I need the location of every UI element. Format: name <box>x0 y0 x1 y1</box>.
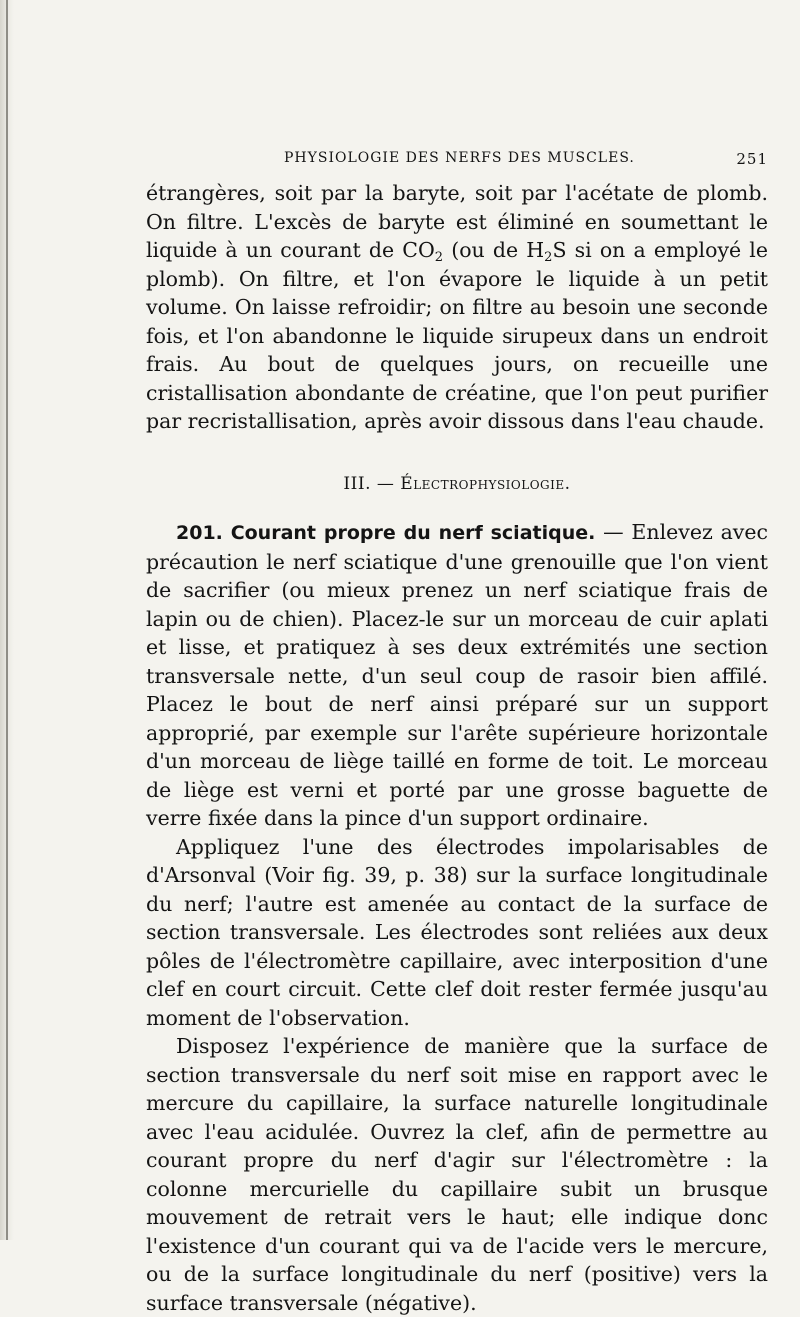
subscript: 2 <box>434 250 444 265</box>
intro-end: S si on a employé le plomb). On filtre, et l'on évapore le liquide à un petit volume. On laisse refroidir; on filtre au besoin une seconde fois, et l'on abandonne le liquide sirupeux dans un endroit frais. Au bout de quelques jours, on recueille une cristallisation abondante de créatine, que l'on peut purifier par recristallisation, après avoir dissous dans l'eau chaude. <box>146 238 768 433</box>
intro-text: étrangères, soit par la baryte, soit par l'acétate de plomb. On filtre. L'excès de baryte est éliminé en soumettant le liquide à un courant de CO <box>146 181 768 262</box>
paragraph-experiment: Disposez l'expérience de manière que la surface de section transversale du nerf soit mise en rapport avec le mercure du capillaire, la surface naturelle longitudinale avec l'eau acidulée. Ouvrez la clef, afin de permettre au courant propre du nerf d'agir sur l'électromètre : la colonne mercurielle du capillaire subit un brusque mouvement de retrait vers le haut; elle indique donc l'existence d'un courant qui va de l'acide vers le mercure, ou de la surface longitudinale du nerf (positive) vers la surface transversale (négative). <box>146 1034 768 1315</box>
page-body <box>146 179 768 1317</box>
section-numeral: III. — <box>343 473 395 494</box>
section-heading <box>146 470 768 499</box>
page-number: 251 <box>736 150 768 168</box>
article-title: Courant propre du nerf sciatique. <box>230 522 596 544</box>
binding-line <box>6 0 8 1240</box>
continued-paragraph <box>146 179 768 436</box>
running-title: PHYSIOLOGIE DES NERFS DES MUSCLES. <box>284 150 635 166</box>
running-head <box>148 150 768 172</box>
article-number: 201. <box>176 522 223 544</box>
paragraph-electrodes: Appliquez l'une des électrodes impolarisables de d'Arsonval (Voir fig. 39, p. 38) sur la surface longitudinale du nerf; l'autre est amenée au contact de la surface de section transversale. Les électrodes sont reliées aux deux pôles de l'électromètre capillaire, avec interposition d'une clef en court circuit. Cette clef doit rester fermée jusqu'au moment de l'observation. <box>146 834 768 1030</box>
article-paragraph <box>146 518 768 833</box>
page-edge <box>0 0 14 1240</box>
section-title: Électrophysiologie. <box>400 473 571 494</box>
article-lead-text: — Enlevez avec précaution le nerf sciatique d'une grenouille que l'on vient de sacrifier (ou mieux prenez un nerf sciatique frais de lapin ou de chien). Placez-le sur un morceau de cuir aplati et lisse, et pratiquez à ses deux extrémités une section transversale nette, d'un seul coup de rasoir bien affilé. Placez le bout de nerf ainsi préparé sur un support approprié, par exemple sur l'arête supérieure horizontale d'un morceau de liège taillé en forme de toit. Le morceau de liège est verni et porté par une grosse baguette de verre fixée dans la pince d'un support ordinaire. <box>146 520 768 830</box>
subscript: 2 <box>544 250 553 265</box>
intro-mid: (ou de H <box>443 238 545 262</box>
